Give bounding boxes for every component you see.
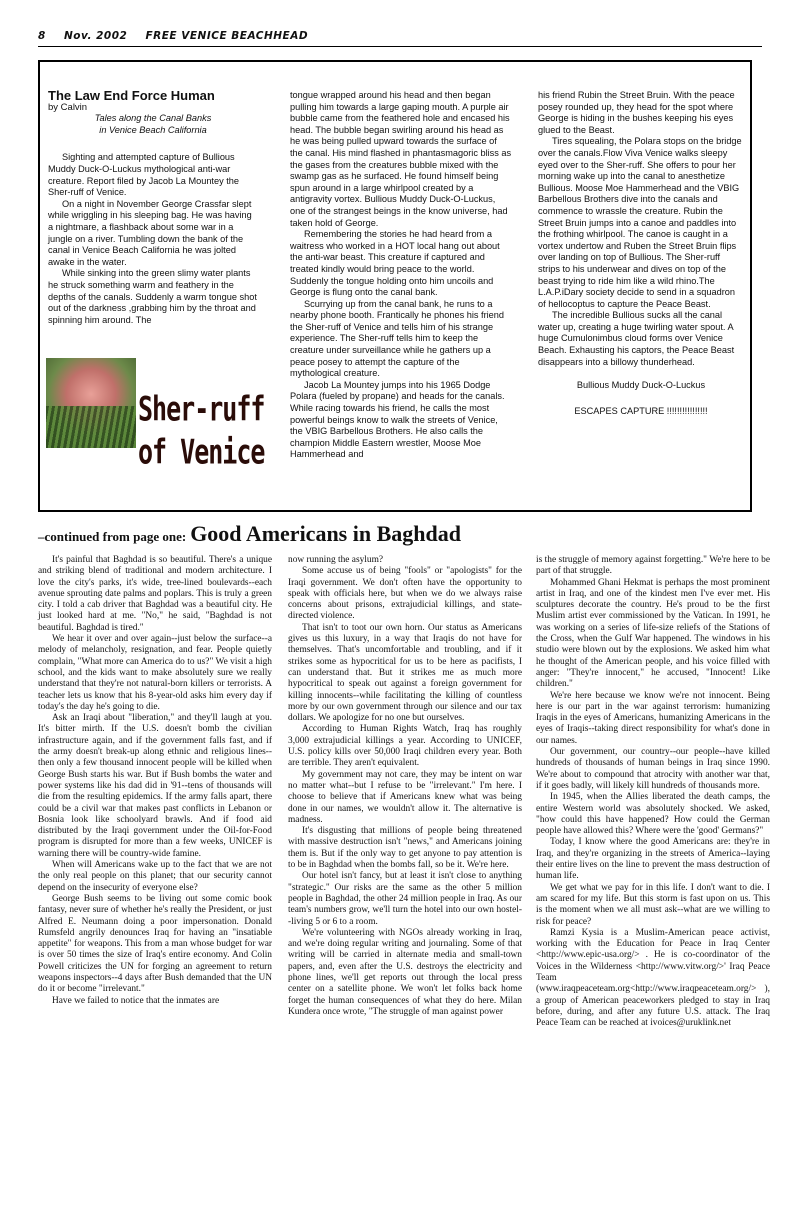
paragraph: When will Americans wake up to the fact that we are not the only real people on this planet; that our security cannot depend on the insecurity of everyone else?: [38, 860, 272, 893]
header-rule: [38, 46, 762, 47]
paragraph: his friend Rubin the Street Bruin. With the peace posey rounded up, they head for the spot where George is hiding in the bushes keeping his eyes glued to the Beast.: [538, 90, 735, 135]
paragraph: Today, I know where the good Americans are: they're in Iraq, and they're organizing in the streets of America--laying their entire lives on the line to prevent the mass destruction of human life.: [536, 837, 770, 882]
article-column-1: [38, 555, 272, 1007]
newspaper-name: FREE VENICE BEACHHEAD: [145, 30, 309, 42]
paragraph: My government may not care, they may be intent on war no matter what--but I refuse to be "irrelevant." I'm here. I choose to believe that if Americans knew what was being done in our names, we wouldn't allow it. The alternative is madness.: [288, 769, 522, 825]
paragraph: Sighting and attempted capture of Bullious Muddy Duck-O-Luckus mythological anti-war creature. Report filed by Jacob La Mountey the Sher-ruff of Venice.: [48, 152, 240, 198]
story-subtitle: Tales along the Canal Banks in Venice Beach California: [94, 113, 212, 135]
story-box: [38, 60, 752, 512]
paragraph: We're volunteering with NGOs already working in Iraq, and we're doing regular writing and journaling. Some of that writing will be carried in alternate media and small-town papers, and, even after the U.S. destroys the electricity and phone lines, we'll get reports out through the local press center on a satellite phone. We won't let folks back home forget the human consequences of what they do here. Milan Kundera once wrote, "The struggle of man against power: [288, 927, 522, 1017]
paragraph: While sinking into the green slimy water plants he struck something warm and feathery in the depths of the canals. Suddenly a warm tongue shot out of the darkness ,grabbing him by the throat and spinning him around. The: [48, 268, 257, 325]
paragraph: The incredible Bullious sucks all the canal water up, creating a huge twirling water spout. A huge Cumulonimbus cloud forms over Venice Beach. Exhausting his captors, the Peace Beast disappears into a billowy thunderhead.: [538, 310, 735, 367]
paragraph: In 1945, when the Allies liberated the death camps, the entire Western world was absolutely shocked. We asked, "how could this have happened? How could the German people have allowed this? Where were the 'good' Germans?": [536, 792, 770, 837]
paragraph: Our government, our country--our people--have killed hundreds of thousands of human beings in Iraq since 1990. We're about to compound that atrocity with another war that, if it goes badly, will likely kill hundreds of thousands more.: [536, 747, 770, 791]
paragraph: Our hotel isn't fancy, but at least it isn't close to anything "strategic." Our risks are the same as the other 5 million people in Baghdad, the other 24 million people in Iraq. As our team's numbers grow, we'll turn the hotel into our own hostel--living 5 or 6 to a room.: [288, 871, 522, 927]
continued-label: –continued from page one:: [38, 529, 187, 544]
page-header: [38, 30, 322, 42]
paragraph: It's disgusting that millions of people being threatened with massive destruction isn't "news," and Americans joining them is. But if the only way to get anyone to pay attention is to be in Baghdad when the bombs fall, so be it. We're here.: [288, 826, 522, 871]
paragraph: Have we failed to notice that the inmates are: [52, 995, 220, 1006]
paragraph: On a night in November George Crassfar slept while wriggling in his sleeping bag. He was having a nightmare, a flashback about some war in a jungle on a river. Tumbling down the bank of the canal in Venice Beach California he was jolted awake in the water.: [48, 198, 252, 267]
paragraph: We're here because we know we're not innocent. Being here is our part in the war against terrorism: humanizing Iraqis in the eyes of Americans, humanizing Americans in the eyes of Iraqis--taking direct responsibility for what's done in our names.: [536, 690, 770, 746]
issue-date: Nov. 2002: [63, 30, 128, 42]
paragraph: Tires squealing, the Polara stops on the bridge over the canals.Flow Viva Venice walks sleepy eyed over to the Sher-ruff. She offers to pour her morning wake up into the canal to anesthetize Bullious. Moose Moe Hammerhead and the VBIG Barbellous Brothers dive into the canals and commence to wrassle the creature. Rubin the Street Bruin jumps into a canoe and paddles into the frothing whirlpool. The canoe is caught in a vortex undertow and Ruben the Street Bruin flips over landing on top of Bullious. The Sher-ruff strips to his underwear and dives on top of the beast trying to ride him like a wild rhino.The L.A.P.iDary society decide to send in a squadron of hellocoptus to capture the Peace Beast.: [538, 136, 742, 309]
author-bio: Ramzi Kysia is a Muslim-American peace activist, working with the Education for Peace in Iraq Center <http://www.epic-usa.org/> . He is co-coordinator of the Voices in the Wilderness <http://www.vitw.org/>' Iraq Peace Team (www.iraqpeaceteam.org<http://www.iraqpeaceteam.org/> ), a group of American peaceworkers pledged to stay in Iraq before, during, and after any future U.S. attack. The Iraq Peace Team can be reached at ivoices@uruklink.net: [536, 927, 770, 1029]
paragraph: Ask an Iraqi about "liberation," and they'll laugh at you. It's bitter mirth. If the U.S. doesn't bomb the civilian infrastructure again, and if the government falls fast, and if the army doesn't break-up along ethnic and religious lines--then only a few thousand innocent people will be killed when George Bush starts his war. But if Bush bombs the water and power systems like his dad did in '91--tens of thousands will die from the resulting epidemics. If the army falls apart, there could be a civil war that makes past conflicts in Lebanon or Bosnia look like schoolyard brawls. And if food aid distributed by the Iraqi government under the Oil-for-Food program is disrupted for more than a few weeks, UNICEF is warning there will be country-wide famine.: [38, 713, 272, 859]
paragraph: We get what we pay for in this life. I don't want to die. I am scared for my life. But this storm is fast upon on us. This is the moment when we all must ask--what are we willing to risk for peace?: [536, 882, 770, 927]
paragraph: is the struggle of memory against forgetting." We're here to be part of that struggle.: [536, 555, 770, 577]
story-byline: by Calvin: [48, 101, 88, 113]
paragraph: Jacob La Mountey jumps into his 1965 Dodge Polara (fueled by propane) and heads for the canals. While racing towards his friend, he calls the most powerful beings know to walk the streets of Venice, the VBIG Barbellous Brothers. He also calls the champion Middle Eastern wrestler, Moose Moe Hammerhead and: [290, 379, 505, 460]
face-in-grass-photo: [46, 358, 136, 448]
article-headline: [38, 521, 461, 547]
story-column-2: [290, 90, 512, 461]
article-title: Good Americans in Baghdad: [190, 521, 461, 546]
page-number: 8: [38, 30, 46, 42]
paragraph: According to Human Rights Watch, Iraq has roughly 3,000 extrajudicial killings a year. According to UNICEF, U.S. policy kills over 50,000 Iraqi children every year. Both are terrible. They aren't equivalent.: [288, 724, 522, 769]
paragraph: Mohammed Ghani Hekmat is perhaps the most prominent artist in Iraq, and one of the kindest men I've ever met. His sculptures decorate the country. He's proud to be the first Muslim artist ever commissioned by the Vatican. In 1991, he was working on a series of life-size reliefs of the Stations of the Cross, when the Gulf War happened. The windows in his studio were blown out by the explosions. We asked him what he thought of the American people, and his voice filled with anger: "They're innocent," he accused, "Innocent! Like children.": [536, 577, 770, 690]
paragraph: now running the asylum?: [288, 555, 384, 565]
paragraph: George Bush seems to be living out some comic book fantasy, never sure of whether he's really the President, or just Alfred E. Neumann doing a poor impersonation. Donald Rumsfeld angrily denounces Iraq for having an "insatiable appetite" for weapons. This from a man whose budget for war is over 50 times the size of Iraq's entire economy. And Colin Powell criticizes the UN for forging an agreement to return weapons inspectors--4 days after Bush demanded that the UN do it or become "irrelevant.": [38, 893, 272, 995]
paragraph: It's painful that Baghdad is so beautiful. There's a unique and striking blend of traditional and modern architecture. I love the city's parks, it's wide, tree-lined boulevards--each avenue sprouting date palms and poplars. This is truly a green city. I told a cab driver that Baghdad was a beautiful city. He just looked hard at me. "No," he said, "Baghdad is not beautiful. Baghdad is tired.": [38, 555, 272, 633]
story-signoff-2: ESCAPES CAPTURE !!!!!!!!!!!!!!!!: [574, 405, 708, 416]
story-signoff-1: Bullious Muddy Duck-O-Luckus: [576, 380, 706, 391]
paragraph: Some accuse us of being "fools" or "apologists" for the Iraqi government. We don't often have the opportunity to speak with officials here, but when we do we always raise concerns about prisons, extrajudicial killings, and state-directed violence.: [288, 566, 522, 622]
paragraph: We hear it over and over again--just below the surface--a melody of melancholy, resignation, and fear. People quietly complain, "What more can America do to us?" We visit a high school, and the kids want to make absolutely sure we really understand that they're not natural-born killers or terrorists. A teacher lets us know that his 8-year-old asks him every day if today's the day he's going to die.: [38, 634, 272, 712]
story-column-3: [538, 90, 744, 417]
paragraph: tongue wrapped around his head and then began pulling him towards a large gaping mouth. A purple air bubble came from the feathered hole and encased his head. The bubble began swirling around his head as he was being pulled upward towards the surface of the canal. His mind flashed in phantasmagoric bliss as the gases from the creatures bubble mixed with the swamp gas as he surfaced. He found himself being spun around in a large whirlpool created by a antigravity vortex. Bullious Muddy Duck-O-Luckus, one of the strangest beings in the know universe, had taken hold of George.: [290, 90, 512, 228]
story-title: The Law End Force Human: [48, 88, 215, 103]
sher-ruff-logo: Sher-ruff of Venice: [138, 389, 265, 472]
paragraph: Scurrying up from the canal bank, he runs to a nearby phone booth. Frantically he phones his friend the Sher-ruff of Venice and tells him of his strange experience. The Sher-ruff tells him to keep the creature under surveillance while he gathers up a peace posey to attempt the capture of the mythological creature.: [290, 298, 505, 379]
article-column-2: [288, 555, 522, 1018]
paragraph: Remembering the stories he had heard from a waitress who worked in a HOT local hang out about the anti-war beast. This creature if captured and treated kindly would bring peace to the world. Suddenly the tongue holding onto him uncoils and George is flung onto the canal bank.: [290, 229, 500, 298]
article-column-3: [536, 555, 770, 1029]
story-column-1: [48, 90, 258, 326]
paragraph: That isn't to toot our own horn. Our status as Americans gives us this luxury, in a way that Iraqis do not have for themselves. That's uncomfortable and troubling, and if it strikes some as hypocritical for us to be here as pacifists, I can understand that. But it strikes me as much more hypocritical to speak out against a foreign government for killing innocents--while facilitating the killing of countless more by our own government through our silence and our tax dollars. We apologize for no one but ourselves.: [288, 622, 522, 724]
